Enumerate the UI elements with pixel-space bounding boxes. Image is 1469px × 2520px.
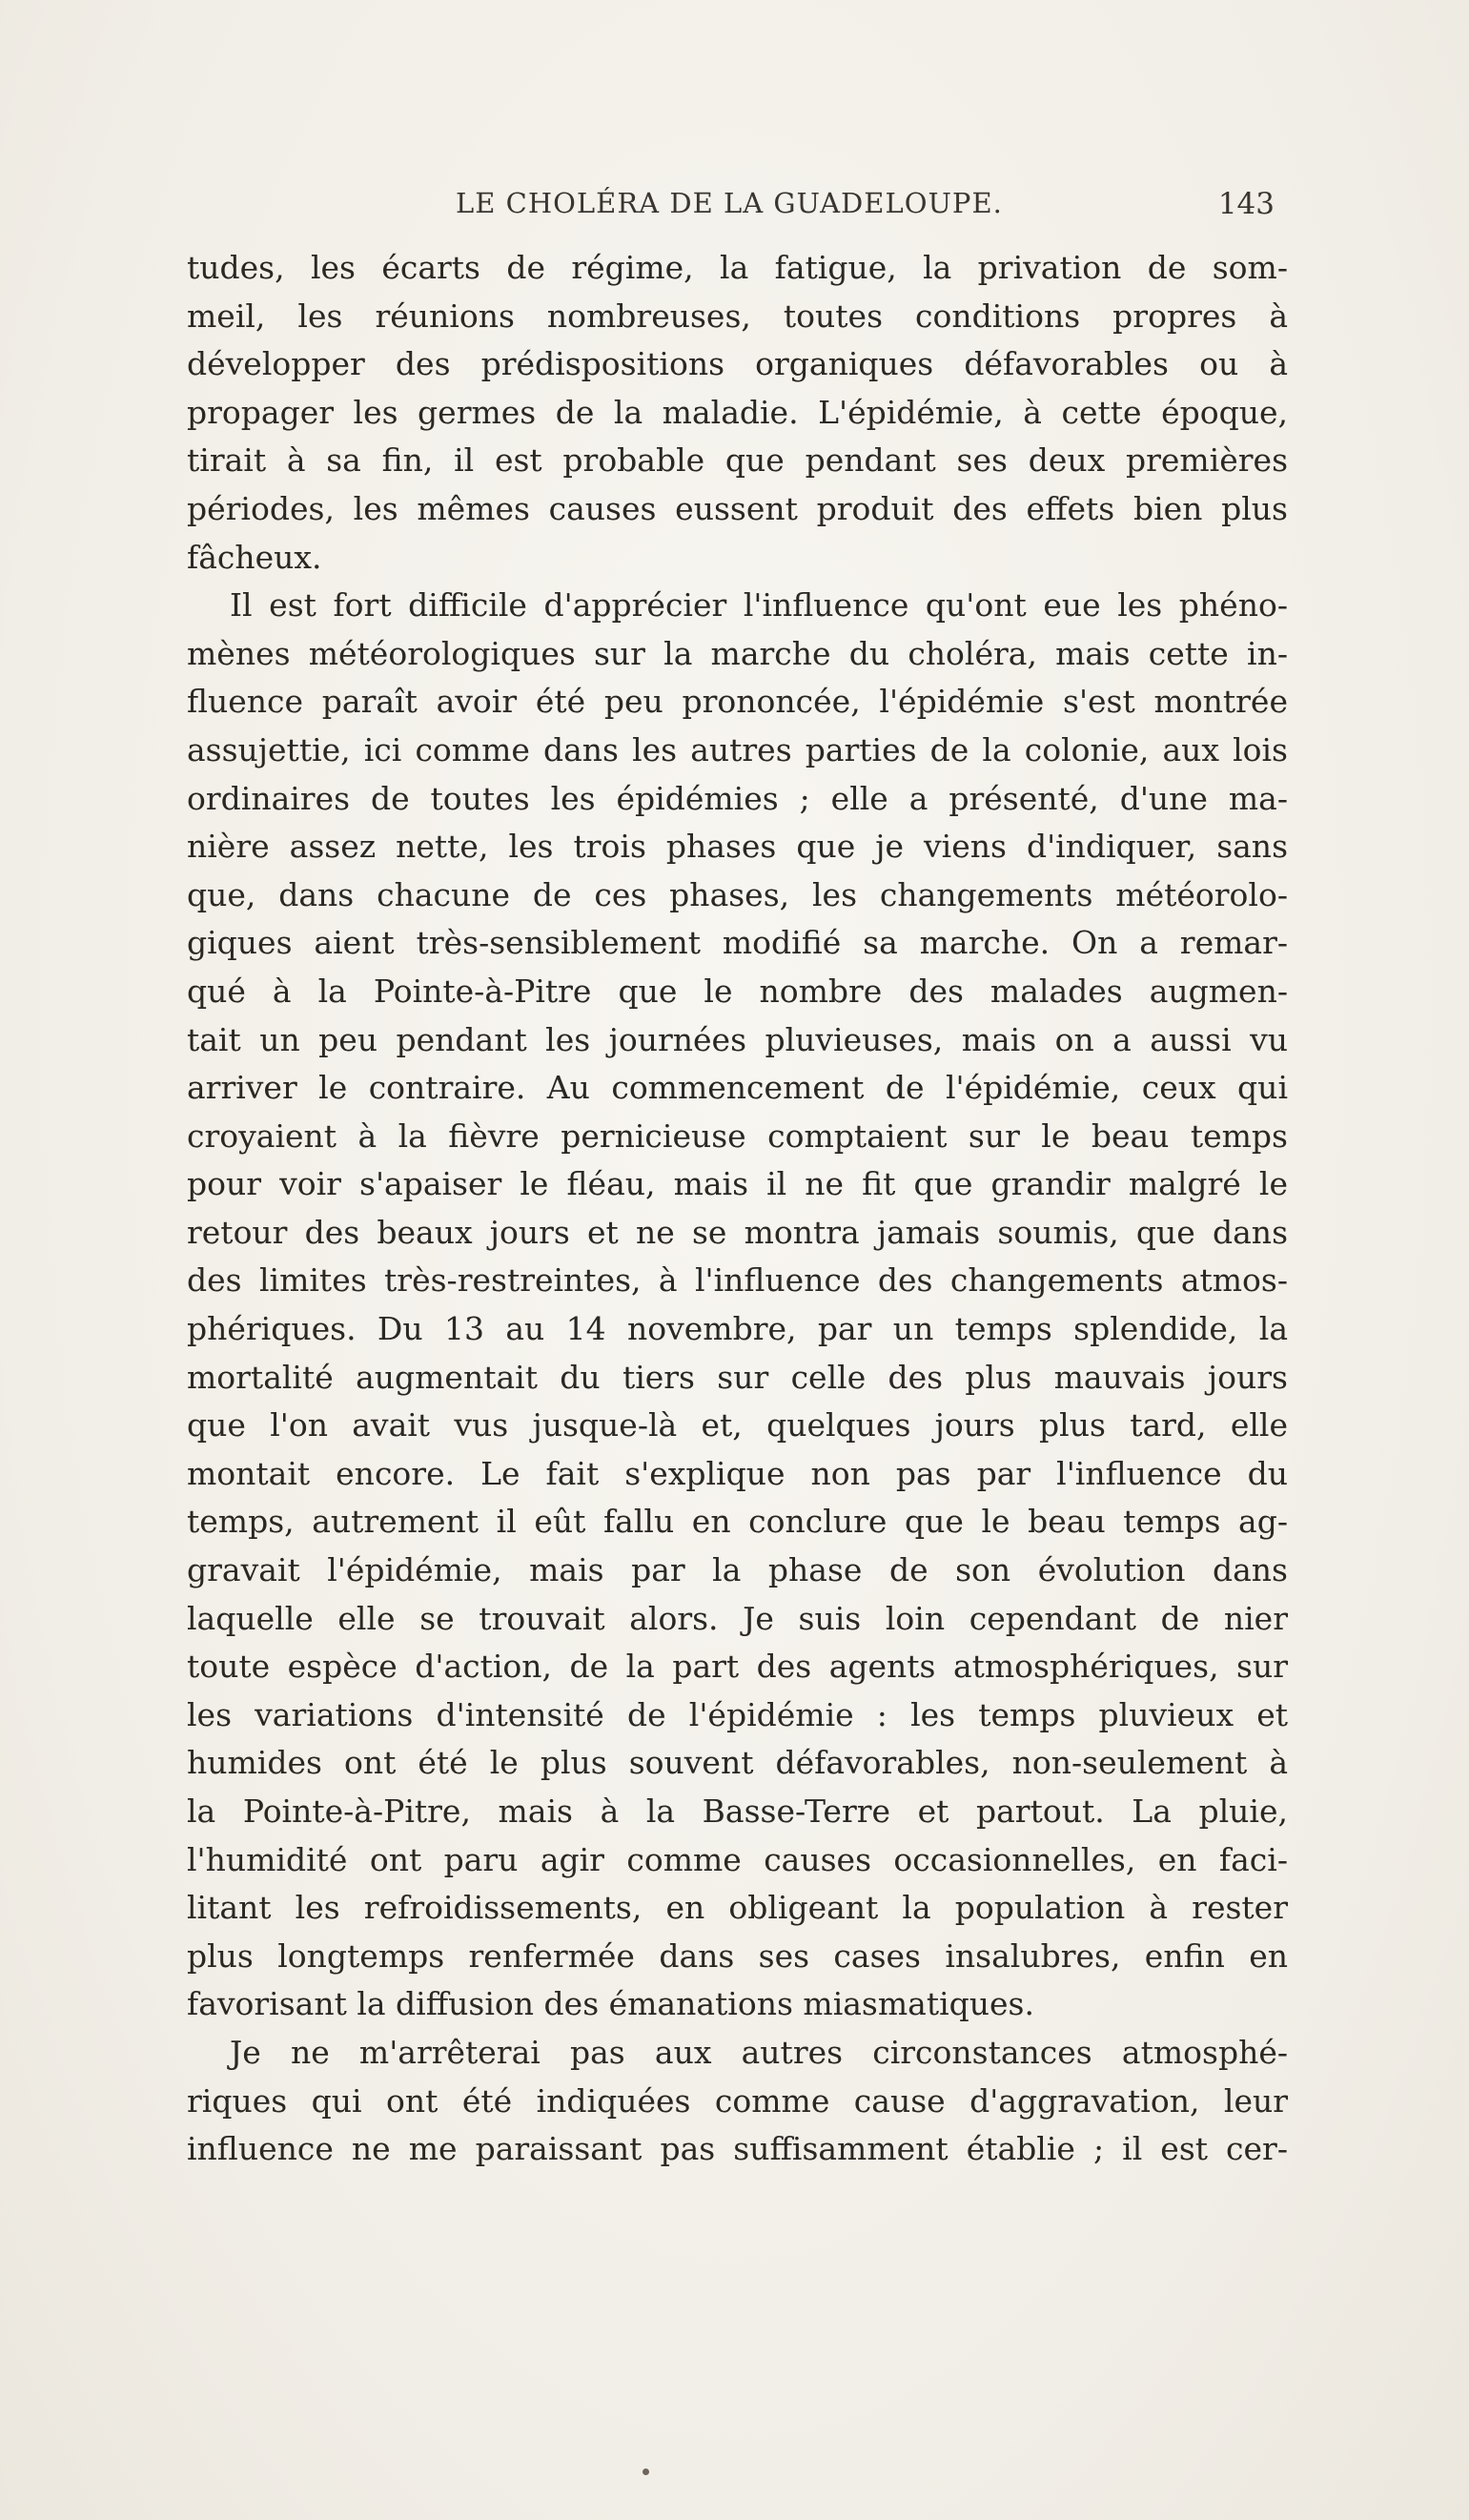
text-line: meil, les réunions nombreuses, toutes conditions propres à — [187, 297, 1288, 335]
text-line: plus longtemps renfermée dans ses cases insalubres, enfin en — [187, 1936, 1288, 1975]
text-line: nière assez nette, les trois phases que je viens d'indiquer, sans — [187, 828, 1288, 866]
text-line: ordinaires de toutes les épidémies ; elle a présenté, d'une ma- — [187, 779, 1288, 817]
text-line: fâcheux. — [187, 538, 322, 576]
text-line: arriver le contraire. Au commencement de l'épidémie, ceux qui — [187, 1069, 1288, 1107]
text-line: développer des prédispositions organiques défavorables ou à — [187, 345, 1288, 383]
paragraph-start-line: Il est fort difficile d'apprécier l'influence qu'ont eue les phéno- — [230, 586, 1288, 625]
text-line: favorisant la diffusion des émanations miasmatiques. — [187, 1985, 1034, 2023]
running-head — [186, 187, 1282, 229]
text-line: croyaient à la fièvre pernicieuse comptaient sur le beau temps — [187, 1117, 1288, 1155]
printed-dot-mark — [643, 2469, 649, 2475]
text-line: pour voir s'apaiser le fléau, mais il ne fit que grandir malgré le — [187, 1165, 1288, 1203]
text-line: giques aient très-sensiblement modifié sa marche. On a remar- — [187, 924, 1288, 962]
text-line: l'humidité ont paru agir comme causes occasionnelles, en faci- — [187, 1840, 1288, 1878]
text-line: périodes, les mêmes causes eussent produit des effets bien plus — [187, 489, 1288, 527]
text-line: les variations d'intensité de l'épidémie : les temps pluvieux et — [187, 1695, 1288, 1733]
paragraph-start-line: Je ne m'arrêterai pas aux autres circonstances atmosphé- — [230, 2033, 1288, 2071]
text-line: riques qui ont été indiquées comme cause d'aggravation, leur — [187, 2081, 1288, 2120]
text-line: laquelle elle se trouvait alors. Je suis loin cependant de nier — [187, 1599, 1288, 1637]
text-line: litant les refroidissements, en obligeant la population à rester — [187, 1889, 1288, 1927]
text-line: mènes météorologiques sur la marche du choléra, mais cette in- — [187, 634, 1288, 672]
text-line: montait encore. Le fait s'explique non pas par l'influence du — [187, 1454, 1288, 1492]
text-line: mortalité augmentait du tiers sur celle des plus mauvais jours — [187, 1358, 1288, 1396]
text-line: humides ont été le plus souvent défavorables, non-seulement à — [187, 1744, 1288, 1782]
running-title: LE CHOLÉRA DE LA GUADELOUPE. — [456, 187, 1003, 219]
text-line: gravait l'épidémie, mais par la phase de son évolution dans — [187, 1551, 1288, 1589]
page-number: 143 — [1217, 187, 1275, 221]
text-line: assujettie, ici comme dans les autres parties de la colonie, aux lois — [187, 730, 1288, 768]
body-text — [187, 244, 1288, 2174]
text-line: temps, autrement il eût fallu en conclure que le beau temps ag- — [187, 1503, 1288, 1541]
text-line: toute espèce d'action, de la part des agents atmosphériques, sur — [187, 1648, 1288, 1686]
text-line: que l'on avait vus jusque-là et, quelques jours plus tard, elle — [187, 1406, 1288, 1444]
text-line: tirait à sa fin, il est probable que pendant ses deux premières — [187, 441, 1288, 480]
text-line: la Pointe-à-Pitre, mais à la Basse-Terre et partout. La pluie, — [187, 1793, 1288, 1830]
text-line: phériques. Du 13 au 14 novembre, par un temps splendide, la — [187, 1310, 1288, 1348]
text-line: influence ne me paraissant pas suffisamment établie ; il est cer- — [187, 2130, 1288, 2168]
text-line: qué à la Pointe-à-Pitre que le nombre des malades augmen- — [187, 972, 1288, 1010]
text-line: des limites très-restreintes, à l'influence des changements atmos- — [187, 1261, 1288, 1300]
text-line: tudes, les écarts de régime, la fatigue, la privation de som- — [187, 249, 1288, 286]
text-line: propager les germes de la maladie. L'épidémie, à cette époque, — [187, 393, 1288, 431]
text-line: fluence paraît avoir été peu prononcée, l'épidémie s'est montrée — [187, 683, 1288, 721]
text-line: que, dans chacune de ces phases, les changements météorolo- — [187, 875, 1288, 913]
text-line: retour des beaux jours et ne se montra jamais soumis, que dans — [187, 1213, 1288, 1251]
text-line: tait un peu pendant les journées pluvieuses, mais on a aussi vu — [187, 1020, 1288, 1058]
